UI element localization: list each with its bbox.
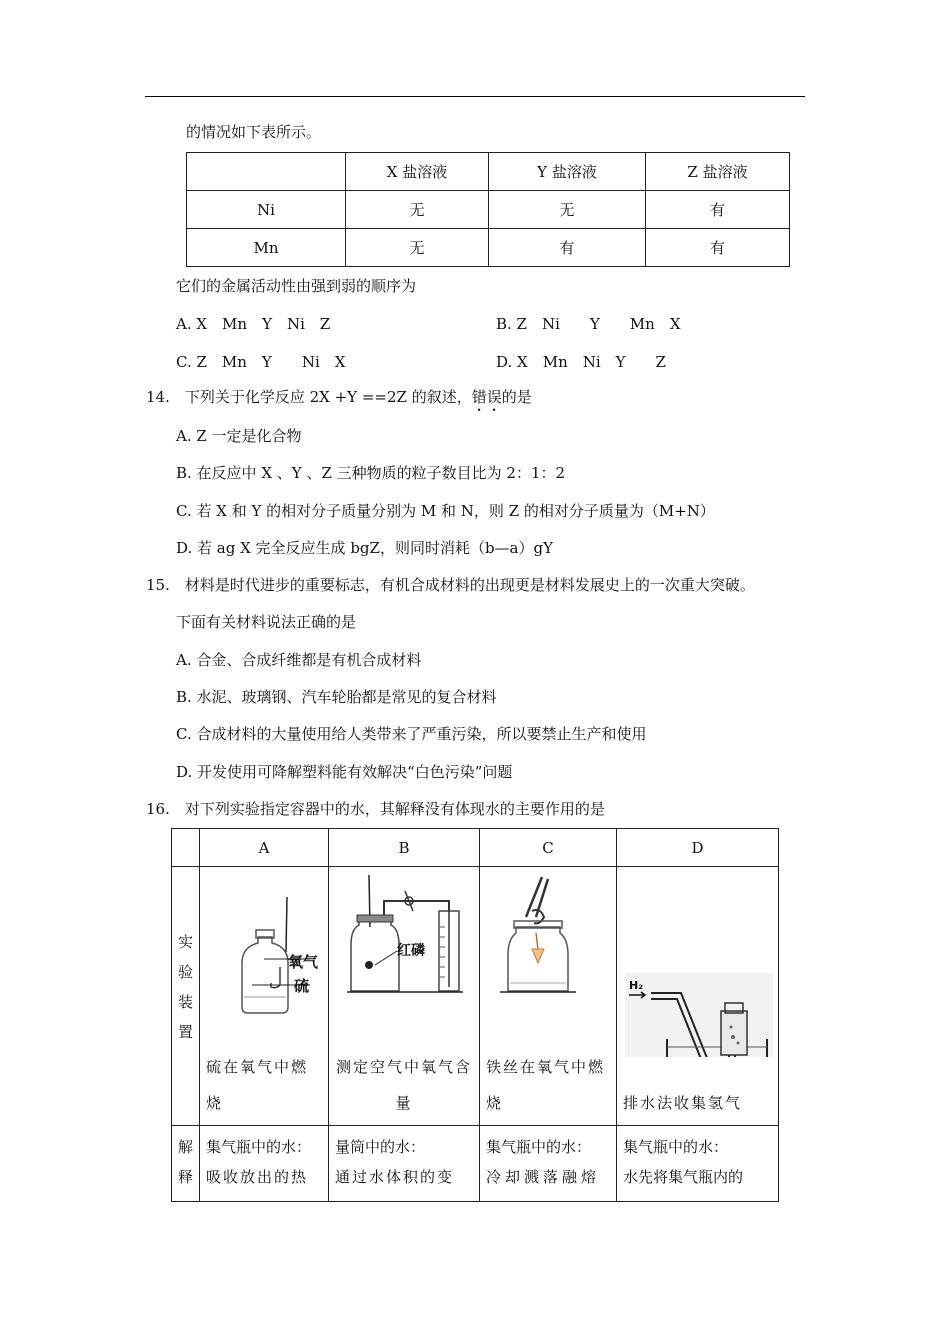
table-header-cell: X 盐溶液 — [346, 153, 489, 191]
explanation-line: 吸收放出的热 — [206, 1168, 309, 1186]
sulfur-bottle-figure — [200, 867, 328, 1057]
q14-option-a: A. Z 一定是化合物 — [176, 427, 302, 445]
q14-stem-prefix: 14. 下列关于化学反应 2X +Y ==2Z 的叙述， — [146, 388, 472, 406]
q14-emphasis: 错误 — [471, 388, 502, 406]
table-cell: 有 — [646, 191, 790, 229]
q15-option-c: C. 合成材料的大量使用给人类带来了严重污染，所以要禁止生产和使用 — [176, 725, 647, 743]
label-red-phosphorus: 红磷 — [397, 943, 425, 959]
explanation-line: 通过水体积的变 — [335, 1168, 455, 1186]
q14-option-d: D. 若 ag X 完全反应生成 bgZ，则同时消耗（b—a）gY — [176, 539, 554, 557]
row-label-apparatus — [172, 867, 200, 1126]
label-oxygen: 氧气 — [288, 953, 319, 971]
row-label-char: 释 — [177, 1168, 193, 1186]
explanation-line: 集气瓶中的水： — [623, 1138, 729, 1156]
explanation-row — [172, 1126, 779, 1202]
explanation-d — [617, 1126, 779, 1202]
iron-wire-bottle-figure — [480, 867, 616, 1057]
table-header-cell: Y 盐溶液 — [489, 153, 646, 191]
reaction-table — [186, 152, 790, 267]
table-cell: Ni — [187, 191, 346, 229]
phosphorus-apparatus-figure — [329, 867, 479, 1057]
label-h2: H₂ — [629, 979, 644, 992]
table-cell: 无 — [489, 191, 646, 229]
q15-stem-line1: 15. 材料是时代进步的重要标志，有机合成材料的出现更是材料发展史上的一次重大突破。 — [146, 576, 755, 594]
apparatus-a-cell — [200, 867, 329, 1126]
caption-a: 硫在氧气中燃烧 — [206, 1058, 309, 1112]
experiment-header-row — [172, 829, 779, 867]
caption-b: 测定空气中氧气含量 — [335, 1058, 472, 1112]
apparatus-d-cell — [617, 867, 779, 1126]
explanation-line: 冷却溅落融熔 — [486, 1168, 601, 1186]
q14-option-b: B. 在反应中 X 、Y 、Z 三种物质的粒子数目比为 2：1：2 — [176, 464, 566, 482]
q15-option-b: B. 水泥、玻璃钢、汽车轮胎都是常见的复合材料 — [176, 688, 497, 706]
explanation-a — [200, 1126, 329, 1202]
explanation-b — [329, 1126, 480, 1202]
q15-stem-line2: 下面有关材料说法正确的是 — [176, 613, 357, 631]
row-label-char: 验 — [177, 963, 193, 981]
row-label-char: 装 — [177, 993, 193, 1011]
q14-option-c: C. 若 X 和 Y 的相对分子质量分别为 M 和 N，则 Z 的相对分子质量为（M+N） — [176, 502, 715, 520]
table-cell: 无 — [346, 229, 489, 267]
row-label-explain — [172, 1126, 200, 1202]
explanation-c — [480, 1126, 617, 1202]
table-header-cell — [187, 153, 346, 191]
q13-option-a: A. X Mn Y Ni Z — [176, 315, 331, 333]
header-rule — [145, 96, 805, 97]
q14-stem-suffix: 的是 — [501, 388, 532, 406]
caption-d: 排水法收集氢气 — [623, 1094, 743, 1112]
table-cell: 无 — [346, 191, 489, 229]
table-cell: 有 — [489, 229, 646, 267]
label-sulfur: 硫 — [294, 977, 310, 995]
explanation-line: 水先将集气瓶内的 — [623, 1168, 744, 1186]
q14-stem — [146, 387, 532, 415]
apparatus-b-cell — [329, 867, 480, 1126]
q15-option-a: A. 合金、合成纤维都是有机合成材料 — [176, 651, 422, 669]
row-label-char: 置 — [177, 1023, 193, 1041]
q13-option-d: D. X Mn Ni Y Z — [496, 353, 666, 371]
col-header-a: A — [200, 829, 329, 867]
table-cell: Mn — [187, 229, 346, 267]
col-header-c: C — [480, 829, 617, 867]
hydrogen-collection-figure — [617, 867, 777, 1057]
explanation-line: 集气瓶中的水： — [206, 1138, 312, 1156]
row-label-char: 解 — [177, 1138, 193, 1156]
q13-option-b: B. Z Ni Y Mn X — [496, 315, 681, 333]
row-label-char: 实 — [177, 933, 193, 951]
explanation-line: 集气瓶中的水： — [486, 1138, 592, 1156]
experiment-table — [171, 828, 779, 1202]
caption-c: 铁丝在氧气中燃烧 — [486, 1058, 606, 1112]
col-header-b: B — [329, 829, 480, 867]
explanation-line: 量筒中的水： — [335, 1138, 426, 1156]
col-header-d: D — [617, 829, 779, 867]
intro-text: 的情况如下表所示。 — [186, 123, 322, 141]
table-cell: 有 — [646, 229, 790, 267]
q13-option-c: C. Z Mn Y Ni X — [176, 353, 346, 371]
apparatus-row — [172, 867, 779, 1126]
q13-question: 它们的金属活动性由强到弱的顺序为 — [176, 277, 417, 295]
empty-corner-cell — [172, 829, 200, 867]
table-row — [187, 191, 790, 229]
table-header-cell: Z 盐溶液 — [646, 153, 790, 191]
apparatus-c-cell — [480, 867, 617, 1126]
table-row — [187, 229, 790, 267]
table-header-row — [187, 153, 790, 191]
q16-stem: 16. 对下列实验指定容器中的水，其解释没有体现水的主要作用的是 — [146, 800, 605, 818]
q15-option-d: D. 开发使用可降解塑料能有效解决“白色污染”问题 — [176, 763, 513, 781]
